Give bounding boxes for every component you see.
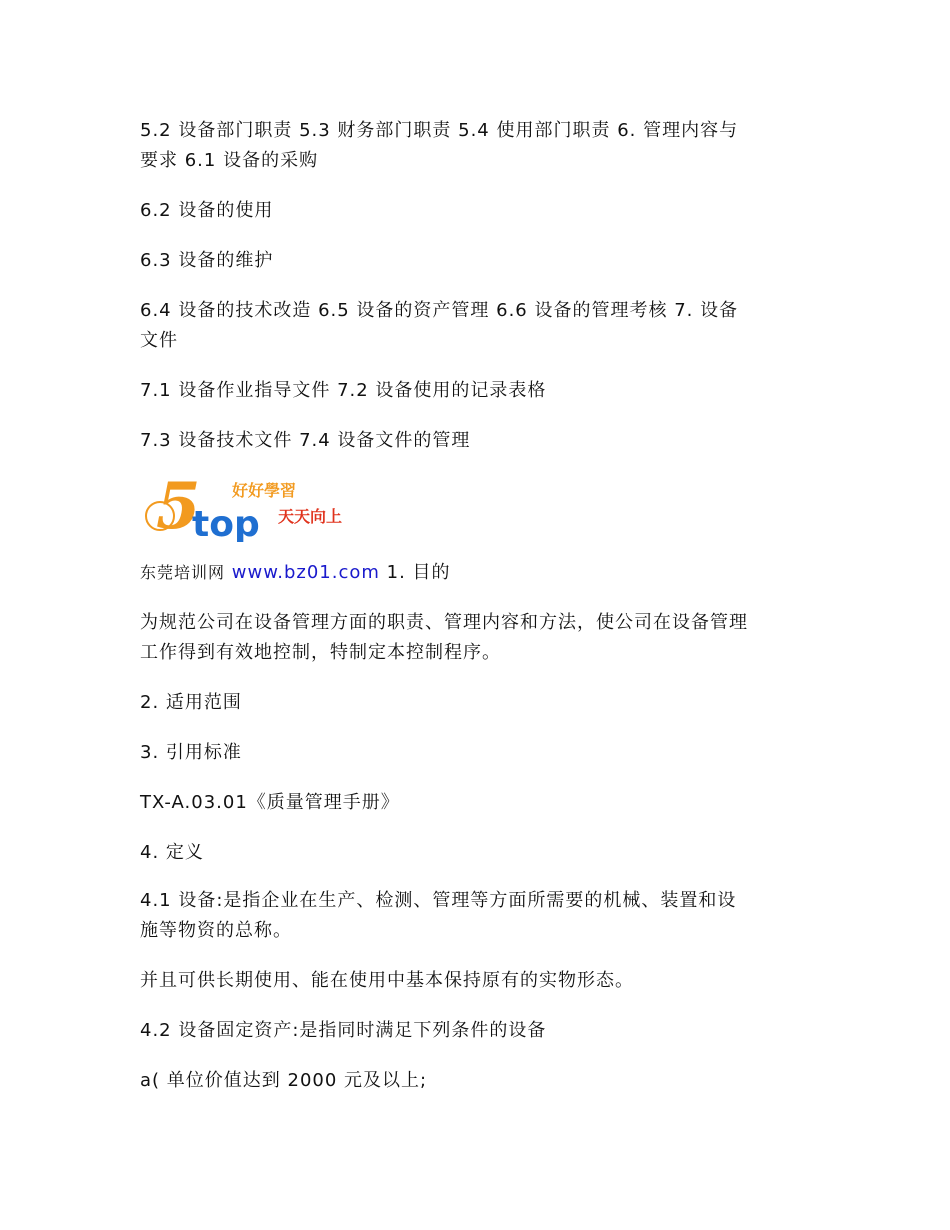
site-url-link[interactable]: www.bz01.com	[231, 562, 380, 583]
svg-text:好好學習: 好好學習	[232, 481, 297, 500]
text-line: 4.1 设备:是指企业在生产、检测、管理等方面所需要的机械、装置和设	[140, 890, 737, 911]
heading-scope: 2. 适用范围	[140, 692, 242, 713]
paragraph-toc-7-1: 7.1 设备作业指导文件 7.2 设备使用的记录表格	[140, 380, 547, 401]
5top-logo	[140, 470, 352, 542]
text-line: 施等物资的总称。	[140, 920, 292, 941]
paragraph-toc-6-2: 6.2 设备的使用	[140, 200, 274, 221]
text-line: 工作得到有效地控制，特制定本控制程序。	[140, 642, 501, 663]
heading-definitions: 4. 定义	[140, 842, 204, 863]
site-name: 东莞培训网	[140, 563, 226, 582]
text-line: 要求 6.1 设备的采购	[140, 150, 319, 171]
paragraph-definition-cont: 并且可供长期使用、能在使用中基本保持原有的实物形态。	[140, 970, 634, 991]
paragraph-purpose	[140, 608, 820, 668]
paragraph-definition-4-2: 4.2 设备固定资产:是指同时满足下列条件的设备	[140, 1020, 547, 1041]
text-line: 文件	[140, 330, 178, 351]
text-line: 6.4 设备的技术改造 6.5 设备的资产管理 6.6 设备的管理考核 7. 设备	[140, 300, 739, 321]
heading-references: 3. 引用标准	[140, 742, 242, 763]
paragraph-reference-doc: TX-A.03.01《质量管理手册》	[140, 792, 400, 813]
svg-text:top: top	[192, 504, 260, 542]
svg-text:5: 5	[156, 470, 201, 542]
paragraph-definition-4-1	[140, 886, 820, 946]
paragraph-toc-5-2	[140, 116, 820, 176]
paragraph-toc-6-3: 6.3 设备的维护	[140, 250, 274, 271]
section-heading-purpose: 1. 目的	[379, 562, 451, 583]
paragraph-condition-a: a( 单位价值达到 2000 元及以上;	[140, 1070, 428, 1091]
text-line: 5.2 设备部门职责 5.3 财务部门职责 5.4 使用部门职责 6. 管理内容与	[140, 120, 739, 141]
text-line: 为规范公司在设备管理方面的职责、管理内容和方法，使公司在设备管理	[140, 612, 748, 633]
svg-text:天天向上: 天天向上	[278, 507, 343, 526]
paragraph-toc-6-4	[140, 296, 820, 356]
paragraph-toc-7-3: 7.3 设备技术文件 7.4 设备文件的管理	[140, 430, 471, 451]
paragraph-site-line	[140, 558, 820, 588]
